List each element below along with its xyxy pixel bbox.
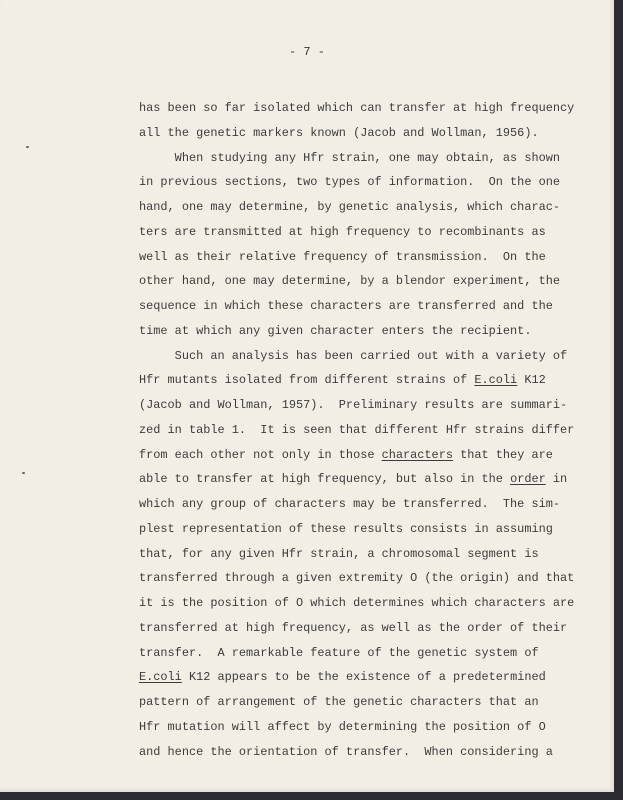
text-segment: in — [545, 472, 568, 487]
text-line — [139, 566, 609, 591]
text-segment: Such an analysis has been carried out with a variety of — [139, 348, 568, 363]
underlined-text: order — [510, 472, 546, 487]
text-line — [139, 220, 609, 245]
text-line — [139, 542, 609, 567]
text-line — [139, 665, 609, 690]
text-line — [139, 121, 609, 146]
text-line — [139, 591, 609, 616]
text-line — [139, 294, 609, 319]
text-segment: from each other not only in those — [139, 447, 382, 462]
text-segment: and hence the orientation of transfer. When considering a — [139, 744, 553, 759]
text-line — [139, 616, 609, 641]
text-line — [139, 690, 609, 715]
text-line — [139, 368, 609, 393]
text-line — [139, 344, 609, 369]
text-segment: When studying any Hfr strain, one may obtain, as shown — [139, 150, 560, 165]
text-segment: time at which any given character enters the recipient. — [139, 323, 532, 338]
text-segment: has been so far isolated which can transfer at high frequency — [139, 101, 575, 115]
underlined-text: E.coli — [139, 670, 182, 685]
text-segment: pattern of arrangement of the genetic characters that an — [139, 695, 539, 709]
text-line — [139, 393, 609, 418]
text-segment: which any group of characters may be transferred. The sim- — [139, 497, 560, 511]
text-segment: that they are — [452, 447, 553, 462]
text-line — [139, 269, 609, 294]
text-line — [139, 492, 609, 517]
text-segment: well as their relative frequency of transmission. On the — [139, 249, 546, 264]
text-line — [139, 319, 609, 344]
text-line — [139, 443, 609, 468]
text-line — [139, 146, 609, 171]
text-line — [139, 245, 609, 270]
underlined-text: characters — [381, 447, 453, 462]
text-segment: sequence in which these characters are transferred and the — [139, 299, 553, 313]
text-segment: ters are transmitted at high frequency to recombinants as — [139, 224, 546, 239]
text-line — [139, 715, 609, 740]
text-segment: Hfr mutants isolated from different strains of — [139, 373, 475, 388]
text-segment: other hand, one may determine, by a blendor experiment, the — [139, 274, 560, 289]
text-segment: transfer. A remarkable feature of the genetic system of — [139, 645, 539, 660]
text-segment: zed in table 1. It is seen that different Hfr strains differ — [139, 422, 575, 437]
text-segment: all the genetic markers known (Jacob and Wollman, 1956). — [139, 125, 539, 140]
text-line — [139, 418, 609, 443]
text-segment: K12 — [517, 373, 546, 388]
text-line — [139, 467, 609, 492]
text-line — [139, 170, 609, 195]
text-line — [139, 96, 609, 121]
page-number: - 7 - — [288, 45, 325, 59]
paper-speck — [22, 472, 25, 474]
text-line — [139, 517, 609, 542]
text-segment: Hfr mutation will affect by determining the position of O — [139, 719, 546, 734]
text-segment: (Jacob and Wollman, 1957). Preliminary results are summari- — [139, 398, 568, 412]
text-segment: that, for any given Hfr strain, a chromosomal segment is — [139, 546, 539, 561]
text-segment: K12 appears to be the existence of a predetermined — [181, 670, 546, 685]
underlined-text: E.coli — [474, 373, 518, 388]
text-line — [139, 740, 609, 765]
text-segment: able to transfer at high frequency, but also in the — [139, 472, 511, 487]
text-segment: transferred through a given extremity O (the origin) and that — [139, 571, 575, 586]
text-line — [139, 641, 609, 666]
text-segment: hand, one may determine, by genetic analysis, which charac- — [139, 200, 560, 214]
text-segment: plest representation of these results consists in assuming — [139, 521, 553, 536]
text-segment: transferred at high frequency, as well as the order of their — [139, 620, 568, 635]
paper-speck — [26, 146, 29, 148]
text-segment: it is the position of O which determines which characters are — [139, 596, 575, 610]
text-line — [139, 195, 609, 220]
document-body — [139, 96, 609, 764]
text-segment: in previous sections, two types of information. On the one — [139, 175, 560, 190]
